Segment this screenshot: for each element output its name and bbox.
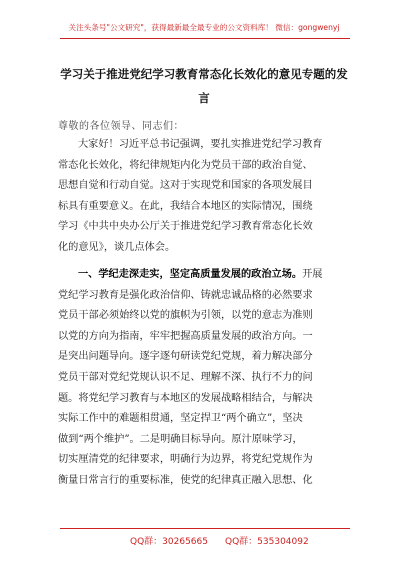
header-note: 关注头条号"公文研究"，获得最新最全最专业的公文资料库！ 微信：gongwenyj	[68, 23, 340, 32]
paragraph-line: 党员干部必须始终以党的旗帜为引领，以党的意志为准则	[58, 310, 313, 322]
salutation: 尊敬的各位领导、同志们：	[58, 121, 184, 132]
paragraph-intro	[58, 135, 352, 259]
footer-divider	[60, 528, 350, 529]
header-divider	[60, 38, 350, 39]
paragraph-line: 标具有重要意义。在此，我结合本地区的实际情况，围绕	[58, 200, 313, 212]
paragraph-line: 做到“两个维护”。二是明确目标导向。原汁原味学习，	[58, 433, 303, 445]
paragraph-line: 常态化长效化，将纪律规矩内化为党员干部的政治自觉、	[58, 159, 313, 171]
paragraph-line: 以党的方向为指南，牢牢把握高质量发展的政治方向。一	[58, 330, 313, 342]
document-title	[56, 62, 352, 110]
title-line-1: 学习关于推进党纪学习教育常态化长效化的意见专题的发	[60, 67, 348, 81]
paragraph-line: 实际工作中的难题相贯通，坚定捍卫“两个确立”，坚决	[58, 413, 303, 425]
paragraph-line: 党员干部对党纪党规认识不足、理解不深、执行不力的问	[58, 371, 313, 383]
paragraph-line: 大家好！习近平总书记强调，要扎实推进党纪学习教育	[78, 139, 323, 150]
section-heading-line	[58, 264, 352, 286]
footer-qq-group-2: QQ群：535304092	[225, 537, 309, 547]
footer-qq-group-1: QQ群：30265665	[130, 537, 208, 547]
paragraph-line: 切实厘清党的纪律要求，明确行为边界，将党纪党规作为	[58, 454, 313, 466]
paragraph-line: 党纪学习教育是强化政治信仰、铸就忠诚品格的必然要求	[58, 289, 313, 301]
paragraph-line: 学习《中共中央办公厅关于推进党纪学习教育常态化长效	[58, 221, 313, 233]
paragraph-line: 是突出问题导向。逐字逐句研读党纪党规，着力解决部分	[58, 351, 313, 363]
paragraph-section-1	[58, 264, 352, 492]
section-heading-tail: 开展	[302, 269, 323, 280]
paragraph-line: 衡量日常言行的重要标准，使党的纪律真正融入思想、化	[58, 474, 313, 486]
paragraph-line: 思想自觉和行动自觉。这对于实现党和国家的各项发展目	[58, 180, 313, 192]
section-heading: 一、学纪走深走实，坚定高质量发展的政治立场。	[78, 268, 303, 280]
title-line-2: 言	[198, 91, 210, 105]
paragraph-line: 化的意见》，谈几点体会。	[58, 241, 176, 253]
paragraph-line: 题。将党纪学习教育与本地区的发展战略相结合，与解决	[58, 392, 313, 404]
